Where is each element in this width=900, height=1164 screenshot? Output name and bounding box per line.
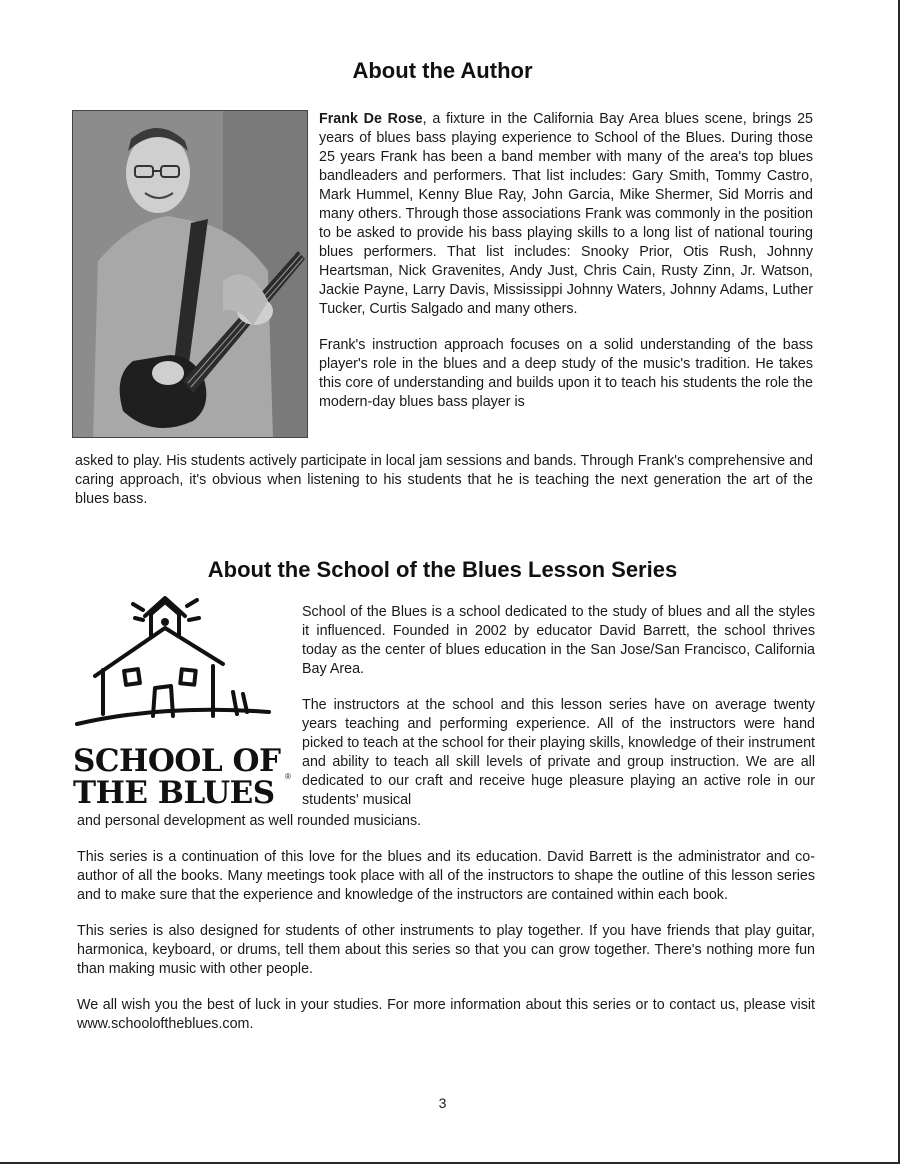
page-number: 3 xyxy=(438,1095,447,1111)
school-text-full xyxy=(77,812,815,1051)
author-heading: About the Author xyxy=(352,58,533,83)
school-intro-paragraph: School of the Blues is a school dedicated to the study of blues and all the styles it influenced. Founded in 2002 by educator David Barrett, the school thrives today as the center of blues education in the San Jose/San Francisco, California Bay Area. xyxy=(302,604,815,677)
closing-paragraph: We all wish you the best of luck in your studies. For more information about this series or to contact us, please visit www.schooloftheblues.com. xyxy=(77,997,815,1032)
school-text-right xyxy=(302,603,815,810)
author-name: Frank De Rose xyxy=(319,111,423,127)
school-of-the-blues-logo xyxy=(73,596,293,811)
school-heading: About the School of the Blues Lesson Series xyxy=(207,557,678,582)
series-continuation-paragraph: This series is a continuation of this love for the blues and its education. David Barrett is the administrator and co-author of all the books. Many meetings took place with all of the instructors to shape the outline of this lesson series and to make sure that the experience and knowledge of the instructors are contained within each book. xyxy=(77,849,815,903)
registered-mark: ® xyxy=(285,772,291,781)
logo-text-line1: SCHOOL OF xyxy=(73,743,281,779)
author-approach-paragraph-bottom: asked to play. His students actively participate in local jam sessions and bands. Through Frank's comprehensive and caring approach, it's obvious when listening to his students that he is teaching the next generation the art of the blues bass. xyxy=(75,453,813,507)
author-text-right xyxy=(319,110,813,412)
author-photo xyxy=(72,110,308,438)
logo-text-line2: THE BLUES xyxy=(73,775,275,811)
author-approach-paragraph-top: Frank's instruction approach focuses on a solid understanding of the bass player's role in the blues and a deep study of the music's tradition. He takes this core of understanding and builds upon it to teach his students the role the modern-day blues bass player is xyxy=(319,337,813,410)
author-intro-paragraph: Frank De Rose, a fixture in the California Bay Area blues scene, brings 25 years of blues bass playing experience to School of the Blues. During those 25 years Frank has been a band member with many of the area's top blues bandleaders and performers. That list includes: Gary Smith, Tommy Castro, Mark Hummel, Kenny Blue Ray, John Garcia, Mike Shermer, Sid Morris and many others. Through those associations Frank was commonly in the position to be asked to provide his bass playing skills to a long list of national touring blues performers. That list includes: Snooky Prior, Otis Rush, Johnny Heartsman, Nick Gravenites, Andy Just, Chris Cain, Rusty Zinn, Jr. Watson, Jackie Payne, Larry Davis, Mississippi Johnny Waters, Johnny Adams, Luther Tucker, Curtis Salgado and many others. xyxy=(319,111,813,317)
play-together-paragraph: This series is also designed for students of other instruments to play together. If you have friends that play guitar, harmonica, keyboard, or drums, tell them about this series so that you can grow together. There's nothing more fun than making music with other people. xyxy=(77,923,815,977)
instructors-paragraph-top: The instructors at the school and this lesson series have on average twenty years teaching and performing experience. All of the instructors were hand picked to teach at the school for their playing skills, knowledge of their instrument and ability to teach all skill levels of private and group instruction. We are all dedicated to our craft and receive huge pleasure playing an active role in our students' musical xyxy=(302,697,815,808)
instructors-paragraph-bottom: and personal development as well rounded musicians. xyxy=(77,813,422,829)
schoolhouse-icon xyxy=(73,596,293,746)
